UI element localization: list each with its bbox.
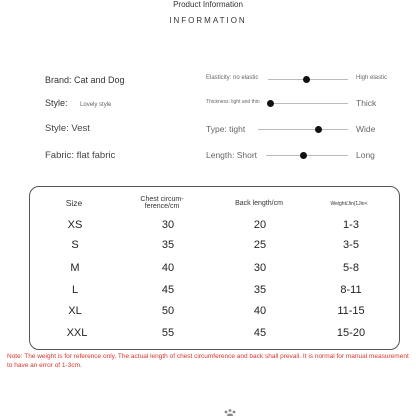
thickness-scale — [206, 98, 386, 110]
weight-cell: 5-8 — [343, 262, 359, 274]
chest-cell: 40 — [161, 262, 175, 274]
chest-cell: 30 — [161, 219, 175, 231]
style-value: Lovely style — [80, 102, 112, 108]
weight-cell: 11-15 — [337, 305, 365, 317]
weight-cell: 3-5 — [343, 239, 359, 251]
length-marker — [300, 152, 307, 159]
type-marker — [315, 126, 322, 133]
weight-cell: 8-11 — [340, 284, 362, 296]
back-length-cell: 40 — [253, 305, 267, 317]
chest-cell: 45 — [161, 284, 175, 296]
size-table — [29, 186, 400, 350]
elasticity-scale — [206, 74, 386, 86]
length-scale — [206, 150, 386, 162]
header-size: Size — [65, 198, 83, 208]
elasticity-end-label: High elastic — [356, 75, 388, 81]
elasticity-label: Elasticity: no elastic — [206, 75, 259, 81]
style-label: Style: — [45, 98, 68, 108]
paw-icon — [222, 408, 238, 416]
section-subtitle: INFORMATION — [169, 16, 247, 25]
page-title: Product Information — [173, 0, 243, 9]
back-length-cell: 30 — [253, 262, 267, 274]
style-vest-label: Style: Vest — [45, 123, 90, 134]
type-track — [258, 129, 348, 130]
size-cell: XS — [67, 219, 83, 231]
brand-label: Brand: Cat and Dog — [45, 75, 125, 85]
measurement-note: Note: The weight is for reference only. The actual length of chest circumference and back shall prevail. It is normal for manual measurement to have an error of 1-3cm. — [7, 353, 409, 369]
size-cell: S — [71, 239, 79, 251]
back-length-cell: 35 — [253, 284, 267, 296]
type-label: Type: tight — [206, 124, 246, 134]
chest-cell: 50 — [161, 305, 175, 317]
back-length-cell: 20 — [253, 219, 267, 231]
elasticity-marker — [303, 76, 310, 83]
weight-cell: 1-3 — [343, 219, 359, 231]
length-track — [266, 155, 348, 156]
header-weight: Weight/Jin(1Jin< — [330, 201, 368, 207]
header-chest: Chest circum-ference/cm — [140, 196, 184, 210]
style-row — [45, 98, 111, 108]
length-end-label: Long — [356, 150, 375, 160]
back-length-cell: 25 — [253, 239, 267, 251]
back-length-cell: 45 — [253, 327, 267, 339]
type-end-label: Wide — [356, 124, 376, 134]
thickness-end-label: Thick — [356, 98, 377, 108]
size-cell: XL — [68, 305, 82, 317]
chest-cell: 55 — [161, 327, 175, 339]
fabric-label: Fabric: flat fabric — [45, 150, 116, 161]
thickness-label: Thickness: light and thin — [206, 99, 260, 105]
type-scale — [206, 124, 386, 136]
size-cell: XXL — [66, 327, 88, 339]
thickness-track — [268, 103, 348, 104]
weight-cell: 15-20 — [336, 327, 366, 339]
chest-cell: 35 — [161, 239, 175, 251]
thickness-marker — [267, 100, 274, 107]
header-back-length: Back length/cm — [235, 200, 283, 207]
size-cell: M — [70, 262, 80, 274]
length-label: Length: Short — [206, 150, 258, 160]
size-cell: L — [71, 284, 79, 296]
